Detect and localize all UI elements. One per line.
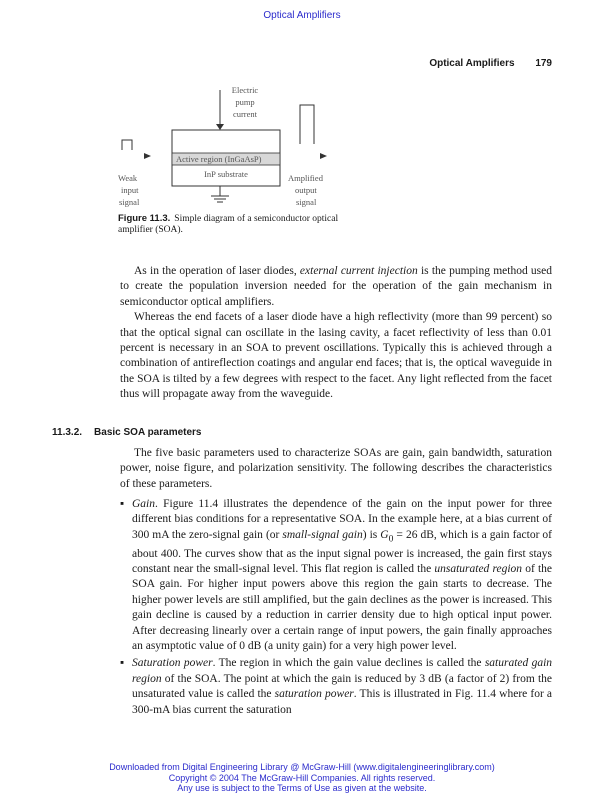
input-label-1: Weak: [118, 173, 138, 183]
figure-caption: [118, 213, 348, 236]
term-external-current-injection: external current injection: [299, 265, 418, 277]
parameter-list: [120, 497, 552, 720]
input-arrow: [144, 153, 151, 159]
paragraph-pumping: As in the operation of laser diodes, external current injection is the pumping method used to create the population inversion needed for the operation of the gain mechanism in semiconductor optical amplifiers.: [120, 265, 552, 308]
term-saturated-gain-region: saturated gain region: [132, 657, 553, 685]
footer-line-3[interactable]: Any use is subject to the Terms of Use as given at the website.: [177, 783, 427, 793]
input-label-2: input: [121, 185, 139, 195]
pump-label-1: Electric: [231, 85, 259, 95]
paragraph-parameters: The five basic parameters used to characterize SOAs are gain, gain bandwidth, saturation power, noise figure, and polarization sensitivity. The following describes the characteristics of these parameters.: [120, 447, 552, 490]
list-item-saturation-power: ▪ Saturation power. The region in which the gain value declines is called the saturated gain region of the SOA. The point at which the gain is reduced by 3 dB (a factor of 2) from the unsaturated value is called the saturation power. This is illustrated in Fig. 11.4 where for a 300-mA bias current the saturation: [120, 657, 553, 716]
download-footer: [0, 762, 604, 794]
input-pulse: [122, 140, 132, 150]
section-title: Basic SOA parameters: [94, 427, 202, 438]
term-saturation-power: Saturation power: [132, 657, 213, 670]
soa-diagram: [116, 84, 356, 214]
pump-label-2: pump: [235, 97, 255, 107]
bullet-marker: ▪: [120, 657, 125, 670]
term-unsaturated-region: unsaturated region: [434, 562, 523, 575]
section-intro: [120, 446, 552, 492]
section-number: 11.3.2.: [52, 427, 83, 438]
output-pulse: [300, 105, 314, 144]
figure-caption-text: Simple diagram of a semiconductor optical amplifier (SOA).: [118, 214, 339, 235]
input-label-3: signal: [119, 197, 140, 207]
term-saturation-power-def: saturation power: [274, 688, 354, 701]
list-item-gain: ▪ Gain. Figure 11.4 illustrates the dependence of the gain on the input power for three different bias conditions for a representative SOA. In the example here, at a bias current of 300 mA the zero-signal gain (or small-signal gain) is $G_0 = 26$ dB, which is a gain factor of about 400. The curves show that as the input signal power is increased, the gain first stays constant near the small-signal level. This flat region is called the unsaturated region of the SOA gain. For higher input powers above this region the gain starts to decrease. The higher power levels are still amplified, but the gain declines as the power is increased. This gain decline is caused by a reduction in carrier density due to high optical input power. After decreasing linearly over a certain range of input powers, the gain finally approaches an asymptotic value of 0 dB (a unity gain) for a very high power level.: [120, 498, 553, 652]
soa-diagram-svg: [116, 84, 356, 214]
term-gain: Gain: [132, 498, 155, 510]
pump-label-3: current: [232, 109, 258, 119]
section-heading: [52, 427, 202, 438]
page-number: 179: [535, 58, 552, 69]
running-title: Optical Amplifiers: [429, 58, 515, 69]
term-small-signal-gain: small-signal gain: [282, 528, 363, 541]
footer-line-1[interactable]: Downloaded from Digital Engineering Library @ McGraw-Hill (www.digitalengineeringlibrary.com): [109, 762, 495, 772]
bullet-marker: ▪: [120, 498, 125, 510]
output-arrow: [320, 153, 327, 159]
output-label-3: signal: [296, 197, 317, 207]
substrate-label: InP substrate: [204, 169, 248, 179]
figure-caption-label: Figure 11.3.: [118, 213, 171, 224]
intro-paragraphs: [120, 264, 552, 403]
pump-arrowhead: [216, 124, 224, 130]
output-label-2: output: [295, 185, 317, 195]
footer-line-2: Copyright © 2004 The McGraw-Hill Companies. All rights reserved.: [168, 772, 436, 783]
running-head: [429, 58, 552, 69]
output-label-1: Amplified: [288, 173, 323, 183]
paragraph-facet-reflectivity: Whereas the end facets of a laser diode have a high reflectivity (more than 99 percent) so that the optical signal can oscillate in the lasing cavity, a facet reflectivity of less than 0.01 percent is necessary in an SOA to prevent oscillations. Typically this is achieved through a combination of antireflection coatings and angular end faces; that is, the optical waveguide in the SOA is tilted by a few degrees with respect to the facet. Any light reflected from the facet thus will propagate away from the waveguide.: [120, 311, 552, 401]
active-region-label: Active region (InGaAsP): [176, 154, 262, 164]
top-banner: Optical Amplifiers: [263, 10, 341, 21]
